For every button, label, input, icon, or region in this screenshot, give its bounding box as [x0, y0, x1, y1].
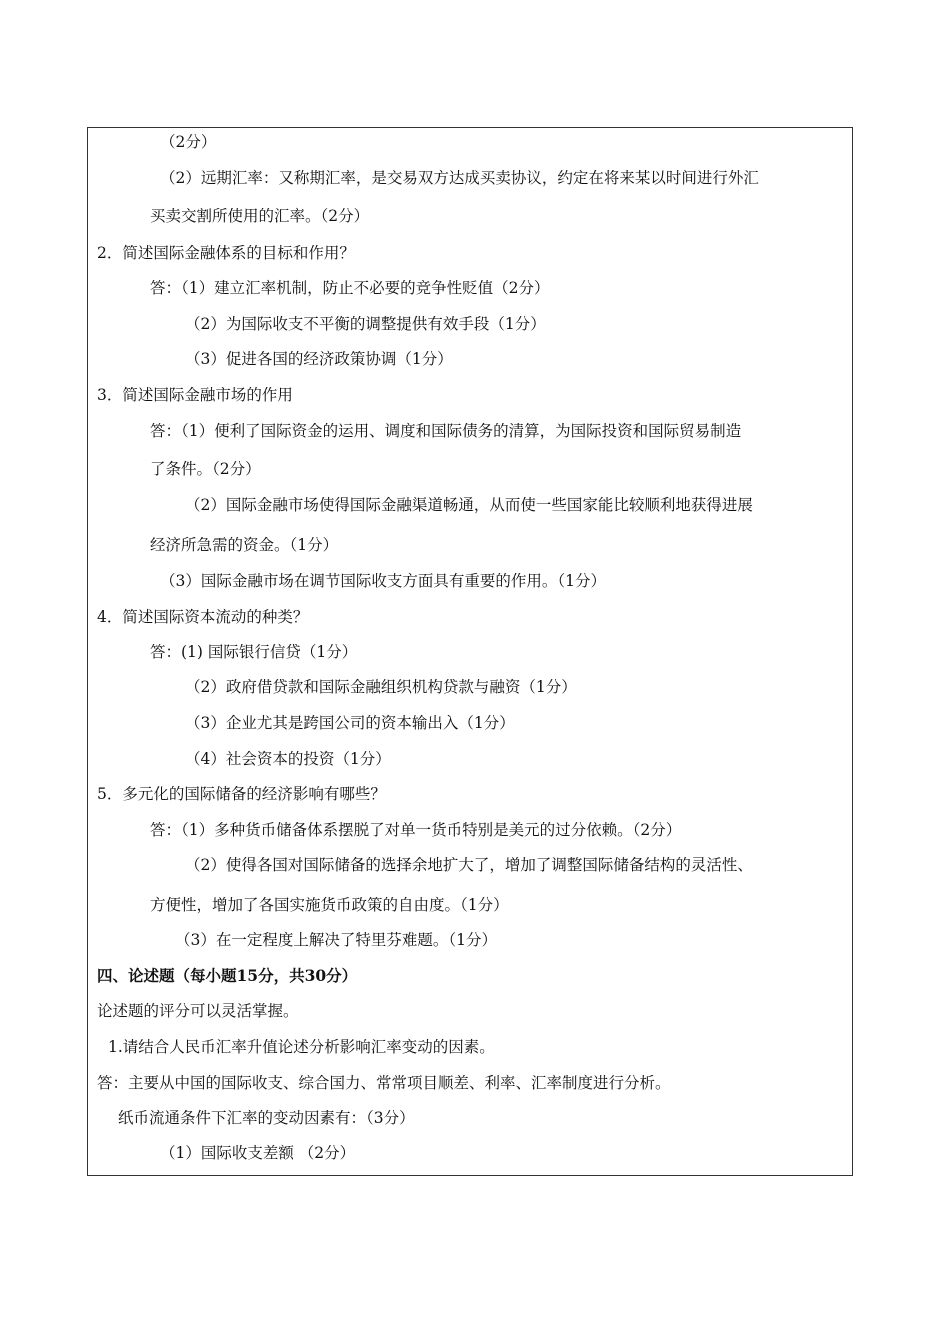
question-4: 4．简述国际资本流动的种类？: [97, 608, 309, 626]
text-line: 答：（1）多种货币储备体系摆脱了对单一货币特别是美元的过分依赖。（2分）: [150, 821, 682, 839]
text-line: （2）政府借贷款和国际金融组织机构贷款与融资（1分）: [185, 678, 577, 696]
essay-question-1: 1.请结合人民币汇率升值论述分析影响汇率变动的因素。: [108, 1038, 495, 1056]
text-line: 答：主要从中国的国际收支、综合国力、常常项目顺差、利率、汇率制度进行分析。: [97, 1074, 671, 1092]
text-line: （2）国际金融市场使得国际金融渠道畅通，从而使一些国家能比较顺利地获得进展: [185, 496, 753, 514]
text-line: 纸币流通条件下汇率的变动因素有：（3分）: [118, 1109, 415, 1127]
text-line: 答：（1）建立汇率机制，防止不必要的竞争性贬值（2分）: [150, 279, 550, 297]
section-heading: 四、论述题（每小题15分，共30分）: [97, 966, 358, 985]
text-line: 了条件。（2分）: [150, 460, 261, 478]
text-line: （2）远期汇率：又称期汇率，是交易双方达成买卖协议，约定在将来某以时间进行外汇: [160, 169, 759, 187]
text-line: （3）国际金融市场在调节国际收支方面具有重要的作用。（1分）: [160, 572, 606, 590]
text-line: 买卖交割所使用的汇率。（2分）: [150, 207, 370, 225]
text-line: 答：(1) 国际银行信贷（1分）: [150, 643, 358, 661]
question-2: 2．简述国际金融体系的目标和作用？: [97, 244, 355, 262]
text-line: （3）企业尤其是跨国公司的资本输出入（1分）: [185, 714, 515, 732]
text-line: （2分）: [160, 133, 217, 151]
text-line: （2）使得各国对国际储备的选择余地扩大了，增加了调整国际储备结构的灵活性、: [185, 856, 753, 874]
question-5: 5．多元化的国际储备的经济影响有哪些？: [97, 785, 386, 803]
text-line: （4）社会资本的投资（1分）: [185, 750, 391, 768]
text-line: （3）促进各国的经济政策协调（1分）: [185, 350, 453, 368]
text-line: （1）国际收支差额 （2分）: [160, 1144, 356, 1162]
text-line: 经济所急需的资金。（1分）: [150, 536, 339, 554]
question-3: 3．简述国际金融市场的作用: [97, 386, 293, 404]
text-line: 方便性，增加了各国实施货币政策的自由度。（1分）: [150, 896, 509, 914]
text-line: （2）为国际收支不平衡的调整提供有效手段（1分）: [185, 315, 546, 333]
text-line: （3）在一定程度上解决了特里芬难题。（1分）: [175, 931, 497, 949]
text-line: 论述题的评分可以灵活掌握。: [97, 1002, 299, 1020]
text-line: 答：（1）便利了国际资金的运用、调度和国际债务的清算，为国际投资和国际贸易制造: [150, 422, 742, 440]
